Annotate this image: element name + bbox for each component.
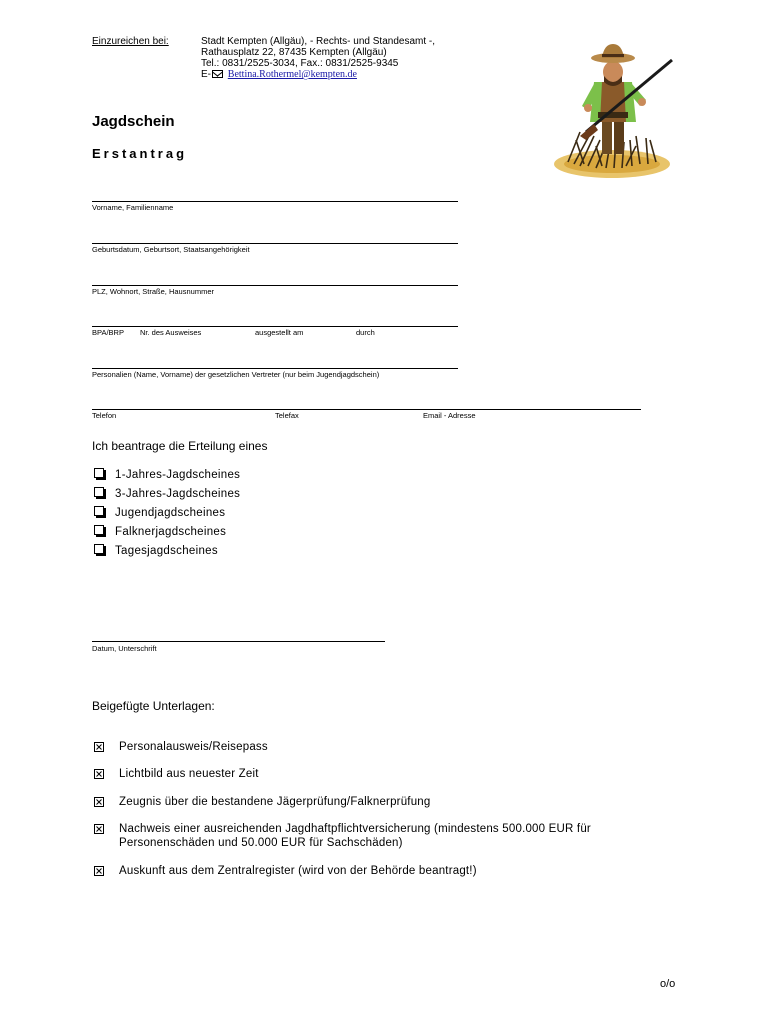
email-line [201,69,435,80]
email-link[interactable]: Bettina.Rothermel@kempten.de [227,69,357,80]
attachment-check-id-card[interactable] [94,742,104,752]
phone-label: Telefon [92,411,117,420]
address-field-label: PLZ, Wohnort, Straße, Hausnummer [92,287,214,296]
submit-to-label: Einzureichen bei: [92,36,169,47]
email-label: Email - Adresse [423,411,476,420]
option-checkbox-3-year[interactable] [94,487,104,497]
birth-field-label: Geburtsdatum, Geburtsort, Staatsangehörigkeit [92,245,250,254]
id-number-label: Nr. des Ausweises [140,328,202,337]
issued-on-label: ausgestellt am [255,328,304,337]
name-field-label: Vorname, Familienname [92,203,174,212]
authority-address [201,36,435,80]
attachments-heading: Beigefügte Unterlagen: [92,699,215,713]
guardian-field-line[interactable] [92,368,458,369]
attachment-check-photo[interactable] [94,769,104,779]
fax-label: Telefax [275,411,299,420]
page-continues-marker: o/o [660,978,676,990]
signature-line[interactable] [92,641,385,642]
attachment-check-insurance[interactable] [94,824,104,834]
attachment-exam: Zeugnis über die bestandene Jägerprüfung/Falknerprüfung [119,796,431,808]
address-line-3: Tel.: 0831/2525-3034, Fax.: 0831/2525-9345 [201,58,399,69]
option-label-3-year: 3-Jahres-Jagdscheines [115,488,241,500]
attachment-insurance: Nachweis einer ausreichenden Jagdhaftpflichtversicherung (mindestens 500.000 EUR für Personenschäden und 50.000 EUR für Sachschäden) [119,823,591,849]
option-label-youth: Jugendjagdscheines [115,507,226,519]
attachment-check-exam[interactable] [94,797,104,807]
form-subtitle: Erstantrag [92,146,188,161]
issued-by-label: durch [356,328,375,337]
option-checkbox-1-year[interactable] [94,468,104,478]
name-field-line[interactable] [92,201,458,202]
address-field-line[interactable] [92,285,458,286]
attachment-check-registry[interactable] [94,866,104,876]
id-type-label: BPA/BRP [92,328,124,337]
option-checkbox-daily[interactable] [94,544,104,554]
attachment-id-card: Personalausweis/Reisepass [119,741,268,753]
option-label-daily: Tagesjagdscheines [115,545,218,557]
signature-label: Datum, Unterschrift [92,644,157,653]
email-prefix: E- [201,69,211,80]
id-field-line[interactable] [92,326,458,327]
guardian-field-label: Personalien (Name, Vorname) der gesetzlichen Vertreter (nur beim Jugendjagdschein) [92,370,380,379]
envelope-icon [212,70,223,78]
request-intro: Ich beantrage die Erteilung eines [92,439,268,453]
address-line-1: Stadt Kempten (Allgäu), - Rechts- und Standesamt -, [201,36,435,47]
attachment-photo: Lichtbild aus neuester Zeit [119,768,259,780]
option-label-falconer: Falknerjagdscheines [115,526,227,538]
contact-field-line[interactable] [92,409,641,410]
hunter-illustration [550,36,680,184]
address-line-2: Rathausplatz 22, 87435 Kempten (Allgäu) [201,47,387,58]
option-label-1-year: 1-Jahres-Jagdscheines [115,469,241,481]
option-checkbox-falconer[interactable] [94,525,104,535]
attachment-registry: Auskunft aus dem Zentralregister (wird von der Behörde beantragt!) [119,865,477,877]
option-checkbox-youth[interactable] [94,506,104,516]
form-title: Jagdschein [92,113,175,130]
birth-field-line[interactable] [92,243,458,244]
